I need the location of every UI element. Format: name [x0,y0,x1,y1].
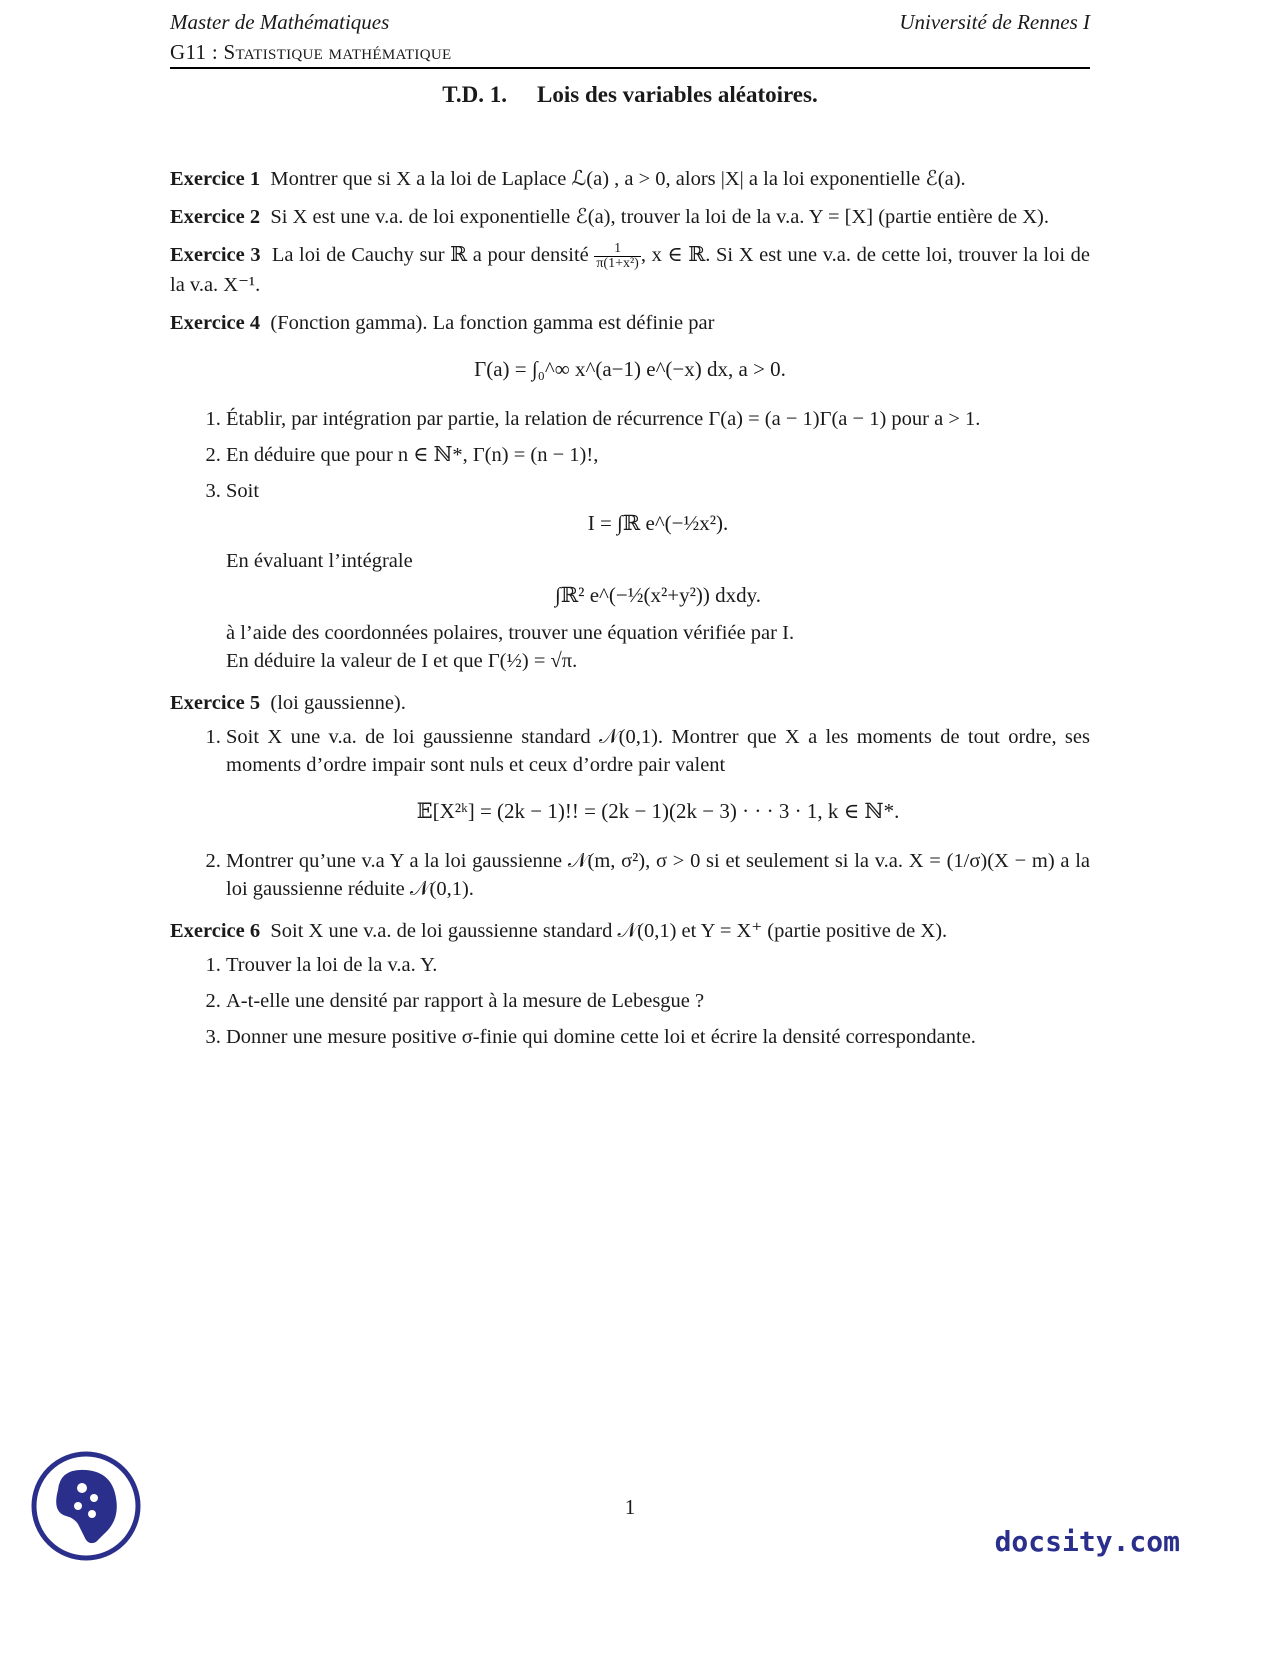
exercise-text: (loi gaussienne). [270,691,406,714]
integral-R2: ∫ℝ² e^(−½(x²+y²)) dxdy. [554,582,762,607]
exercise-label: Exercice 1 [170,168,261,190]
header-university: Université de Rennes I [899,10,1090,34]
fraction-numerator: 1 [594,242,641,257]
exercise-3 [170,241,1090,299]
header-rule [170,67,1090,69]
item-text: En déduire la valeur de I et que Γ(½) = √π. [226,649,578,672]
exercise-text: La loi de Cauchy sur ℝ a pour densité [271,244,589,266]
module-title: Statistique mathématique [223,40,452,64]
item-text: 3. Soit [226,479,260,502]
exercise-text: Soit X une v.a. de loi gaussienne standard 𝒩(0,1) et Y = X⁺ (partie positive de X). [270,919,948,942]
exercises [170,165,1090,1059]
gaussian-moments: 𝔼[X²ᵏ] = (2k − 1)!! = (2k − 1)(2k − 3) · · · 3 · 1, k ∈ ℕ*. [416,798,900,823]
exercise-1 [170,165,1090,193]
title-number: T.D. 1. [442,82,508,107]
exercise-5 [170,689,1090,717]
list-item [226,723,1090,825]
header-course: Master de Mathématiques [170,10,390,34]
exercise-label: Exercice 5 [170,691,261,714]
exercise-label: Exercice 3 [170,244,261,266]
page-number: 1 [624,1495,636,1519]
header-module [170,40,451,65]
item-text: à l’aide des coordonnées polaires, trouver une équation vérifiée par I. [226,621,795,644]
docsity-logo-icon[interactable] [30,1450,142,1562]
integral-I: I = ∫ℝ e^(−½x²). [587,510,729,535]
list-item: 2. A-t-elle une densité par rapport à la mesure de Lebesgue ? [226,987,1090,1015]
list-item: 2. Montrer qu’une v.a Y a la loi gaussienne 𝒩(m, σ²), σ > 0 si et seulement si la v.a. X = (1/σ)(X − m) a la loi gaussienne réduite 𝒩(0,1). [226,847,1090,903]
exercise-text: Montrer que si X a la loi de Laplace ℒ(a) , a > 0, alors |X| a la loi exponentielle ℰ(a). [270,168,966,190]
list-item [226,477,1090,675]
title-text: Lois des variables aléatoires. [537,82,818,107]
exercise-4-list [170,405,1090,675]
exercise-text: Si X est une v.a. de loi exponentielle ℰ(a), trouver la loi de la v.a. Y = [X] (partie entière de X). [270,206,1049,228]
item-text: En évaluant l’intégrale [226,549,413,572]
list-item: 3. Donner une mesure positive σ-finie qui domine cette loi et écrire la densité correspondante. [226,1023,1090,1051]
list-item: 2. En déduire que pour n ∈ ℕ*, Γ(n) = (n − 1)!, [226,441,1090,469]
exercise-label: Exercice 6 [170,919,261,942]
item-text: 1. Soit X une v.a. de loi gaussienne standard 𝒩(0,1). Montrer que X a les moments de tout ordre, ses moments d’ordre impair sont nuls et ceux d’ordre pair valent [226,725,1090,776]
exercise-label: Exercice 4 [170,311,261,334]
exercise-text: (Fonction gamma). La fonction gamma est définie par [270,311,715,334]
page-title [170,82,1090,108]
cauchy-density-fraction [594,242,641,271]
exercise-6-list [170,951,1090,1051]
exercise-label: Exercice 2 [170,206,261,228]
fraction-denominator: π(1+x²) [596,255,639,271]
exercise-5-list [170,723,1090,903]
list-item: 1. Trouver la loi de la v.a. Y. [226,951,1090,979]
list-item: 1. Établir, par intégration par partie, la relation de récurrence Γ(a) = (a − 1)Γ(a − 1) pour a > 1. [226,405,1090,433]
docsity-brand[interactable]: docsity.com [994,1525,1180,1558]
exercise-6 [170,917,1090,945]
module-code: G11 : [170,40,224,64]
document-page [170,0,1090,1656]
exercise-4 [170,309,1090,337]
exercise-text-cont: , x ∈ ℝ. Si X est une v.a. de cette loi, trouver la loi de la v.a. X⁻¹. [170,244,1090,296]
exercise-2 [170,203,1090,231]
gamma-definition: Γ(a) = ∫₀^∞ x^(a−1) e^(−x) dx, a > 0. [474,356,786,381]
